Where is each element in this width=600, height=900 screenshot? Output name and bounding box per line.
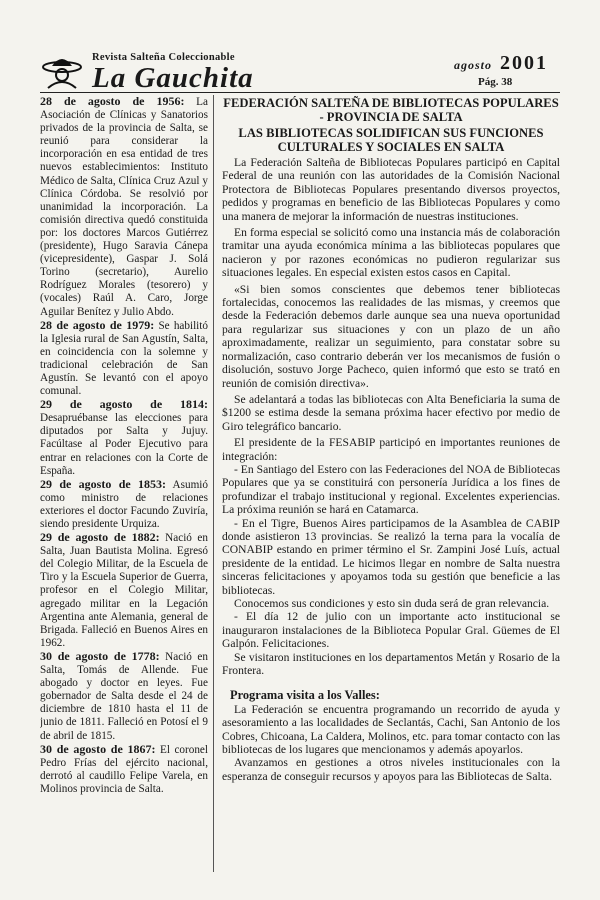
article-headline-1: FEDERACIÓN SALTEÑA DE BIBLIOTECAS POPULARES - PROVINCIA DE SALTA — [223, 96, 559, 124]
ephemeris-entry — [40, 531, 208, 650]
ephemeris-column — [40, 95, 208, 875]
entry-text: Nació en Salta, Tomás de Allende. Fue abogado y doctor en leyes. Fue gobernador de Salta desde el 24 de diciembre de 1810 hasta el 11 de junio de 1811. Falleció en Potosí el 9 de abril de 1815. — [40, 650, 208, 742]
entry-text: Desapruébanse las elecciones para diputados por Salta y Jujuy. Facúltase al Poder Ejecutivo para entrar en relaciones con la Corte de España. — [40, 412, 208, 477]
article-paragraph: - En el Tigre, Buenos Aires participamos de la Asamblea de CABIP donde asistieron 13 provincias. Se realizó la terna para la vocalía de CONABIP estando en primer término el Sr. Zampini José Luís, actual presidente de la entidad. Le hicimos llegar en nombre de Salta nuestra sinceras felicitaciones y apoyamos toda su gestión que beneficie a las bibliotecas. — [222, 516, 560, 597]
article-paragraph: La Federación se encuentra programando un recorrido de ayuda y asesoramiento a las localidades de Seclantás, Cachi, San Antonio de los Cobres, Chicoana, La Caldera, Molinos, etc. para tomar contacto con las bibliotecas de los lugares que mencionamos y además apoyarlos. — [222, 702, 560, 757]
entry-text: Nació en Salta, Juan Bautista Molina. Egresó del Colegio Militar, de la Escuela de Tiro y la Escuela Superior de Guerra, profesor en el Colegio Militar, agregado militar en la Legación Argentina ante Alemania, general de Brigada. Falleció en Buenos Aires en 1962. — [40, 532, 208, 649]
article-paragraph: Avanzamos en gestiones a otros niveles institucionales con la esperanza de conseguir recursos y apoyos para las Bibliotecas de Salta. — [222, 756, 560, 783]
ephemeris-entry — [40, 743, 208, 796]
entry-text: El coronel Pedro Frías del ejército nacional, derrotó al caudillo Felipe Varela, en Molinos provincia de Salta. — [40, 743, 208, 795]
article-headline-2: LAS BIBLIOTECAS SOLIDIFICAN SUS FUNCIONES CULTURALES Y SOCIALES EN SALTA — [238, 126, 544, 154]
issue-date — [454, 52, 548, 75]
entry-date: 28 de agosto de 1956: — [40, 95, 185, 108]
entry-text: Se habilitó la Iglesia rural de San Agustín, Salta, en coincidencia con la solemne y tradicional celebración de San Agustín. Se levantó con el apoyo comunal. — [40, 319, 208, 398]
entry-text: La Asociación de Clínicas y Sanatorios privados de la provincia de Salta, se reunió para considerar la incorporación en esa entidad de tres nuevos establecimientos: Instituto Médico de Salta, Clínica Cruz Azul y Clínica Córdoba. Se resolvió por unanimidad la incorporación. La comisión directiva quedó constituida por: los doctores Marcos Gutiérrez (presidente), Hugo Saravia Cánepa (vicepresidente), Gaspar J. Solá Torino (secretario), Aurelio Rodríguez Morales (tesorero) y (vocales) Raúl A. Caro, Jorge Aguilar Benítez y Julio Abdo. — [40, 96, 208, 318]
header-rule — [40, 92, 560, 93]
ephemeris-entry — [40, 478, 208, 531]
ephemeris-entry — [40, 398, 208, 478]
entry-date: 29 de agosto de 1814: — [40, 397, 208, 412]
page-header — [40, 52, 560, 94]
article-column — [222, 96, 560, 876]
issue-year: 2001 — [500, 52, 548, 74]
article-paragraph: Se adelantará a todas las bibliotecas con Alta Beneficiaria la suma de $1200 se estima desde la semana próxima hacer efectivo por medio de Giro telegráfico bancario. — [222, 392, 560, 433]
entry-date: 29 de agosto de 1882: — [40, 530, 160, 545]
entry-date: 30 de agosto de 1778: — [40, 648, 160, 663]
article-subheading: Programa visita a los Valles: — [230, 688, 380, 703]
ephemeris-entry — [40, 650, 208, 743]
magazine-subtitle: Revista Salteña Coleccionable — [92, 52, 235, 63]
article-paragraph: La Federación Salteña de Bibliotecas Populares participó en Capital Federal de una reunión con las autoridades de la Comisión Nacional Protectora de Bibliotecas Populares presentando diversos proyectos, pedidos y programas en beneficio de las Bibliotecas Populares y como una manera de mejorar la información de nuestras instituciones. — [222, 156, 560, 223]
entry-text: Asumió como ministro de relaciones exteriores el doctor Facundo Zuviría, siendo presidente Urquiza. — [40, 478, 208, 530]
article-paragraph: Conocemos sus condiciones y esto sin duda será de gran relevancia. — [234, 597, 550, 610]
article-paragraph: Se visitaron instituciones en los departamentos Metán y Rosario de la Frontera. — [222, 650, 560, 678]
entry-date: 30 de agosto de 1867: — [40, 741, 156, 756]
article-paragraph: El presidente de la FESABIP participó en importantes reuniones de integración: — [222, 436, 560, 463]
entry-date: 28 de agosto de 1979: — [40, 317, 155, 332]
article-paragraph: - El día 12 de julio con un importante acto institucional se inauguraron instalaciones de la Biblioteca Popular Gral. Güemes de El Galpón. Felicitaciones. — [222, 610, 560, 651]
page-number: Pág. 38 — [478, 76, 513, 88]
article-paragraph: - En Santiago del Estero con las Federaciones del NOA de Bibliotecas Populares que ya se constituirá con personería Jurídica a los fines de profundizar el trabajo institucional y regional. Excelentes experiencias. La próxima reunión se hará en Catamarca. — [222, 462, 560, 517]
article-paragraph: En forma especial se solicitó como una instancia más de colaboración tramitar una ayuda económica mínima a las bibliotecas populares que nacieron y por razones económicas no pudieron regularizar sus situaciones legales. En especial existen estos casos en Capital. — [222, 226, 560, 280]
ephemeris-entry — [40, 319, 208, 399]
column-divider — [213, 95, 214, 872]
magazine-title: La Gauchita — [92, 62, 254, 94]
issue-month: agosto — [453, 58, 492, 72]
gaucho-logo-icon — [40, 54, 84, 90]
entry-date: 29 de agosto de 1853: — [40, 476, 167, 491]
article-paragraph: «Si bien somos conscientes que debemos tener bibliotecas fortalecidas, conocemos las realidades de las mismas, y creemos que desde la Federación debemos darle aunque sea una nueva oportunidad para regularizar sus situaciones y con un plazo de un año aproximadamente, realizar un seguimiento, para constatar sobre su normalización, caso contrario deberán ver los mecanismos de fusión o disolución, sostuvo Jorge Pacheco, quien informó que esto se trató en reunión de comisión directiva». — [222, 282, 560, 390]
ephemeris-entry — [40, 95, 208, 319]
